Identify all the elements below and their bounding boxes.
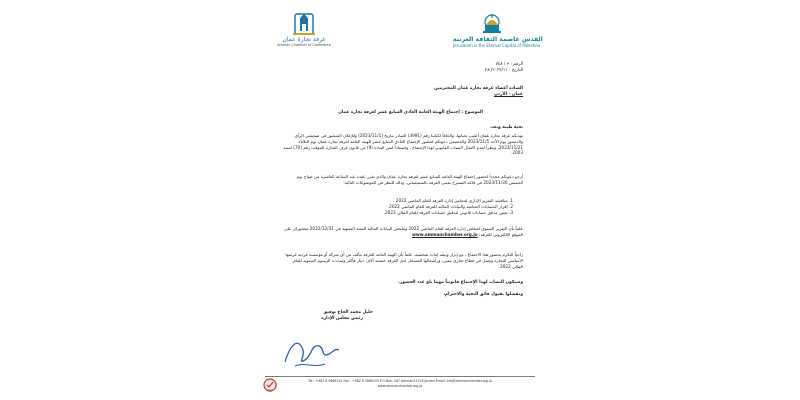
paragraph-intro: تهديكم غرفة تجارة عمان أطيب تحياتها، والحاقاً لكتابنا رقم (3991) الصادر بتاريخ (2023/11/1) وللإعلان المنشور في صحيفتي الرأي والدستور يوم الأحد 2023/11/5 والمتضمن دعوتكم لحضور الإجتماع العادي السابع عشر للهيئة العامة لغرفة تجارة عمان يوم الثلاثاء 2023/11/21، ونظراً لعدم اكتمال النصاب القانوني لهذا الإجتماع ، واستناداً لنص المادة (9) من قانون غرف التجارة المؤقت رقم (70) لسنة 2003. [283,133,523,156]
footer-website[interactable]: www.ammanchamber.org.jo [377,384,423,388]
jerusalem-logo [453,12,543,58]
agenda-list [283,198,523,216]
logo-english-name: Amman Chamber of Commerce [277,43,331,47]
logo-arabic-slogan: القدس عاصمة الثقافة العربية [453,36,543,43]
logo-english-slogan: Jerusalem is the Eternal Capital of Palestine [453,43,541,48]
report-text: علماً بأن التقرير السنوي لمجلس إدارة الغرفة للعام الماضي 2022 وملخص البيانات المالية للسنة المنتهية في 2022/12/31 منشوران على الموقع الإلكتروني للغرفة: [284,226,523,237]
recipient: السادة أعضاء غرفة تجارة عمان المحترمين [434,86,523,91]
footer-divider [265,376,535,377]
signer-name: خليل محمد الحاج توفيق [323,310,373,315]
letter-footer [257,376,543,400]
reference-number: الرقم : ٣ / ٧٤٨ [495,62,523,67]
paragraph-attendance: راجياً التكرم بحضور هذا الاجتماع ، مع إبراز وثيقة إثبات شخصية، علماً بأن الهيئة العامة للغرفة تتألف من أي شركة أو مؤسسة فردية غرضها الأساسي التجارة وتعمل في قطاع تجاري معين، ورأسمالها المسجل لدى الغرفة خمسة آلاف دينار فأكثر وسددت الرسوم السنوية للعام المالي 2022. [285,252,523,269]
closing: وتفضلوا بقبول فائق التحية والاحترام، [443,292,523,297]
report-website-link[interactable]: www.ammanchamber.org.jo [412,231,478,237]
agenda-item: 1. مناقشة التقرير الإداري لمجلس إدارة الغرفة للعام الماضي 2022 . [393,198,513,203]
greeting: تحية طيبة وبعد، [489,125,523,130]
letter-date: التاريخ : ٢٠٢٣/١١/ ٢٨ [484,68,523,73]
dome-icon [481,12,503,36]
paragraph-report [283,226,523,238]
agenda-item: 2. إقرار الحسابات الختامية والبيانات المالية للغرفة للعام الماضي 2022. [387,204,513,209]
subject-line: الموضوع : إجتماع الهيئة العامة العادي السابع عشر لغرفة تجارة عمان [338,110,483,115]
agenda-item: 3. تعيين مدقق حسابات قانوني لتدقيق حسابات الغرفة للعام المالي 2023. [383,210,513,215]
recipient-city: عمان - الأردن [494,92,523,97]
letter-page [257,0,543,400]
iso-label: ISO [267,389,273,392]
amman-chamber-logo [267,12,341,58]
logo-arabic-name: غرفة تجارة عمان [282,36,326,43]
signature [281,332,341,370]
quorum-note: وسيكون النصاب لهذا الإجتماع قانونياً مهما بلغ عدد الحضور. [398,280,523,285]
chamber-tower-icon [293,12,315,36]
footer-contact-line: Tel : +962 6 5666151 Fax : +962 6 5666155 P.O.Box: 287 Amman11118 Jordan Email: info@ammanchamber.org.jo [308,379,492,383]
paragraph-invitation: أرجو دعوتكم مجدداً لحضور إجتماع الهيئة العامة السابع عشر لغرفة تجارة عمان والذي تقرر عقده عند الساعة العاشرة من صباح يوم الخميس 2023/11/30 في قاعة المسرح بمبنى الغرفة بالشميساني، وذلك للنظر في الموضوعات التالية: [296,174,523,185]
signer-title: رئيس مجلس الإدارة [321,316,363,321]
